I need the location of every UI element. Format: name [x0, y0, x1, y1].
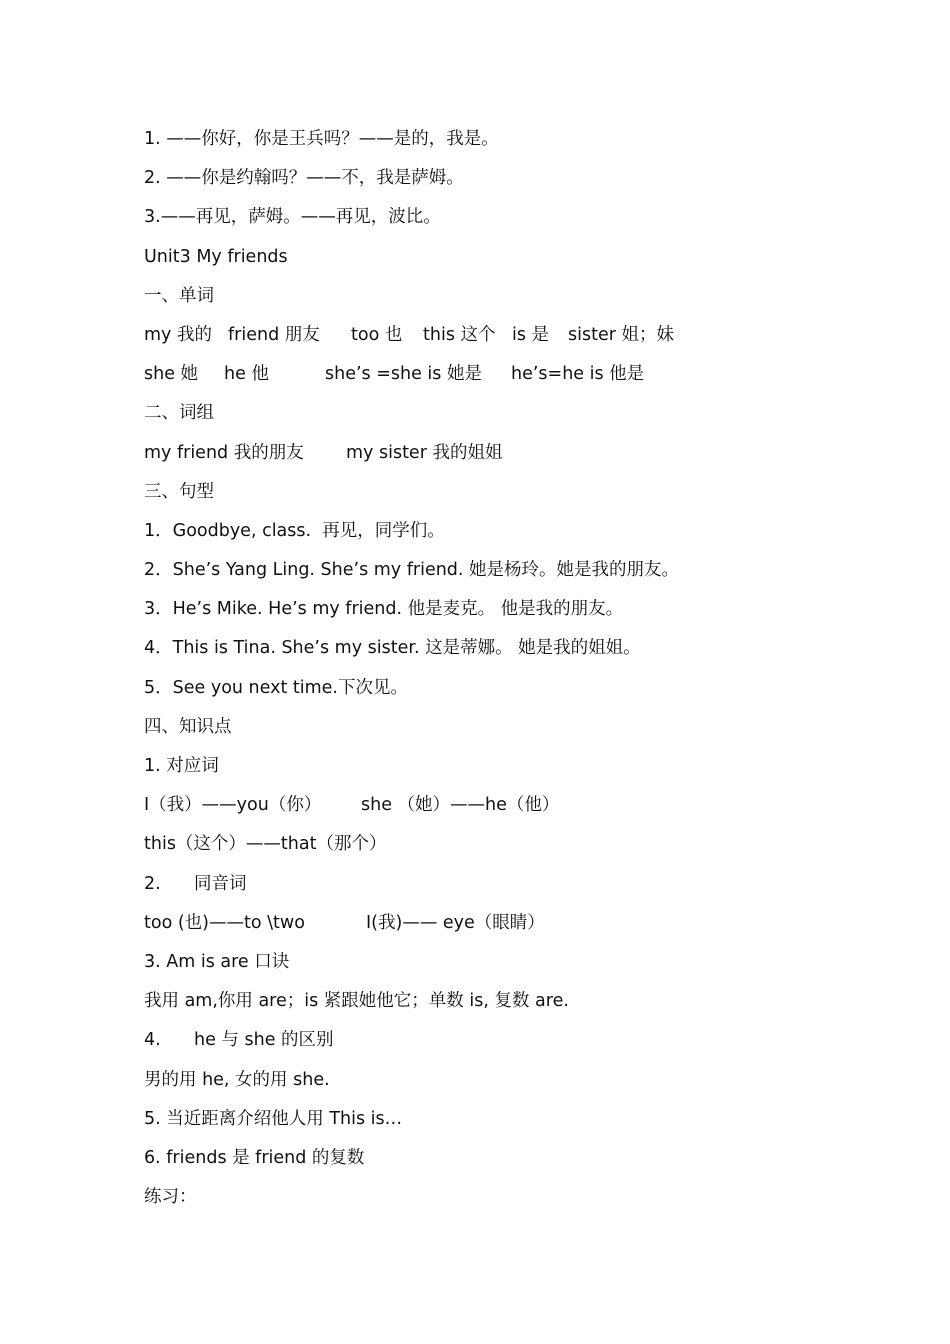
text: 三、句型	[144, 481, 214, 502]
homophones-line	[144, 908, 844, 947]
phrase-item: my sister 我的姐姐	[346, 442, 503, 463]
point-label: he 与 she 的区别	[194, 1030, 334, 1051]
point-3-title	[144, 947, 844, 986]
sentence-2	[144, 555, 844, 594]
text: 二、词组	[144, 403, 214, 424]
point-number: 4.	[144, 1030, 161, 1051]
point-1-title	[144, 751, 844, 790]
vocab-item: he 他	[224, 364, 269, 385]
vocab-item: too 也	[351, 324, 403, 345]
section-heading-phrases	[144, 398, 844, 437]
vocab-item: she 她	[144, 364, 199, 385]
exercise-heading	[144, 1182, 844, 1221]
vocab-item: sister 姐；妹	[568, 324, 674, 345]
point-2-title	[144, 869, 844, 908]
text: 1．Goodbye, class. 再见，同学们。	[144, 520, 445, 541]
text: 1. ——你好，你是王兵吗？——是的，我是。	[144, 129, 499, 149]
section-heading-words	[144, 281, 844, 320]
text: 一、单词	[144, 285, 214, 306]
text: 2. ——你是约翰吗？——不，我是萨姆。	[144, 168, 464, 189]
text: 4．This is Tina. She’s my sister. 这是蒂娜。 她是我的姐姐。	[144, 638, 641, 659]
text: Unit3 My friends	[144, 246, 288, 267]
point-5	[144, 1104, 844, 1143]
point-4-title	[144, 1025, 844, 1064]
text: 2．She’s Yang Ling. She’s my friend. 她是杨玲。她是我的朋友。	[144, 560, 680, 581]
vocab-item: my 我的	[144, 324, 212, 345]
vocab-line-1	[144, 320, 844, 359]
text: 3．He’s Mike. He’s my friend. 他是麦克。 他是我的朋友。	[144, 599, 624, 620]
vocab-item: friend 朋友	[228, 324, 320, 345]
section-heading-sentences	[144, 477, 844, 516]
phrase-item: my friend 我的朋友	[144, 442, 304, 463]
vocab-line-2	[144, 359, 844, 398]
sentence-3	[144, 594, 844, 633]
dialogue-line-2	[144, 163, 844, 202]
section-heading-knowledge	[144, 712, 844, 751]
vocab-item: he’s=he is 他是	[511, 364, 645, 385]
vocab-item: is 是	[512, 324, 550, 345]
text: 5. 当近距离介绍他人用 This is…	[144, 1108, 403, 1129]
pair-item: she （她）——he（他）	[361, 795, 560, 816]
point-4-text	[144, 1065, 844, 1104]
phrase-line	[144, 438, 844, 477]
text: this（这个）——that（那个）	[144, 834, 387, 855]
text: 5．See you next time.下次见。	[144, 677, 408, 698]
text: 四、知识点	[144, 716, 232, 737]
dialogue-line-3	[144, 202, 844, 241]
text: 练习：	[144, 1187, 197, 1208]
point-label: 同音词	[194, 873, 247, 894]
text: 1. 对应词	[144, 756, 219, 776]
text: 我用 am,你用 are；is 紧跟她他它；单数 is, 复数 are.	[144, 991, 569, 1012]
point-3-rhyme	[144, 986, 844, 1025]
point-number: 2.	[144, 873, 161, 894]
document-body	[144, 124, 844, 1221]
opposites-line-2	[144, 829, 844, 868]
opposites-line-1	[144, 790, 844, 829]
vocab-item: she’s =she is 她是	[325, 364, 482, 385]
text: 3.——再见，萨姆。——再见，波比。	[144, 207, 441, 228]
point-6	[144, 1143, 844, 1182]
text: 6. friends 是 friend 的复数	[144, 1147, 365, 1168]
pair-item: I(我)—— eye（眼睛）	[366, 912, 545, 933]
text: 男的用 he, 女的用 she.	[144, 1069, 330, 1090]
unit-title	[144, 242, 844, 281]
dialogue-line-1	[144, 124, 844, 163]
sentence-1	[144, 516, 844, 555]
sentence-4	[144, 633, 844, 672]
vocab-item: this 这个	[423, 324, 496, 345]
pair-item: I（我）——you（你）	[144, 795, 322, 816]
text: 3. Am is are 口诀	[144, 951, 290, 972]
pair-item: too (也)——to \two	[144, 912, 305, 933]
sentence-5	[144, 673, 844, 712]
